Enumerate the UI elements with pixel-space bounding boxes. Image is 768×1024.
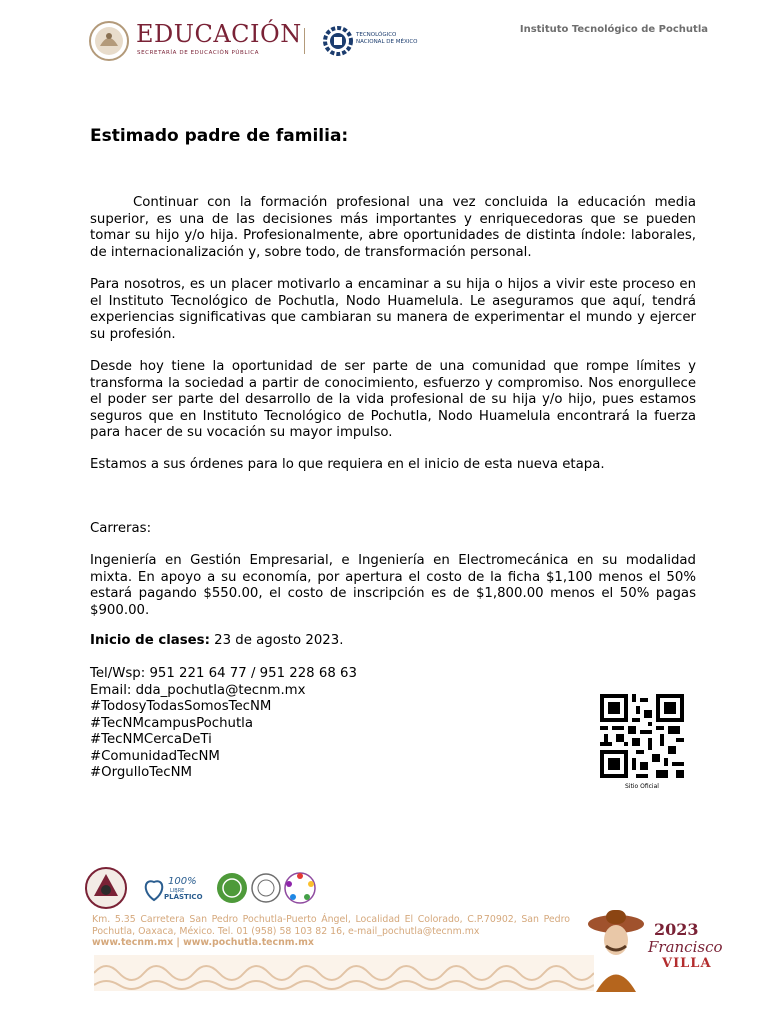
- footer-address: Km. 5.35 Carretera San Pedro Pochutla-Puerto Ángel, Localidad El Colorado, C.P.70902, San Pedro Pochutla, Oaxaca, México. Tel. 01 (958) 58 103 82 16, e-mail_pochutla@tecnm.mx: [92, 914, 570, 937]
- svg-text:100%: 100%: [168, 876, 197, 887]
- class-start-label: Inicio de clases:: [90, 633, 210, 648]
- contact-email: Email: dda_pochutla@tecnm.mx: [90, 683, 306, 698]
- qr-caption: Sitio Oficial: [625, 783, 659, 790]
- tecnm-gear-icon: [322, 20, 354, 62]
- footer-links[interactable]: www.tecnm.mx | www.pochutla.tecnm.mx: [92, 937, 314, 948]
- hashtag-4: #ComunidadTecNM: [90, 749, 220, 764]
- education-logo-title: EDUCACIÓN: [136, 20, 302, 48]
- header-divider: [304, 28, 305, 54]
- institute-crest-icon: [86, 868, 126, 908]
- paragraph-3: Desde hoy tiene la oportunidad de ser parte de una comunidad que rompe límites y transforma la sociedad a partir de conocimiento, esfuerzo y compromiso. Nos enorgullece el poder ser parte del desarrollo de la vida profesional de su hija y/o hijo, pues estamos seguros que en Instituto Tecnológico de Pochutla, Nodo Huamelula encontrará la fuerza para hacer de su vocación su mayor impulso.: [90, 359, 696, 440]
- paragraph-1: Continuar con la formación profesional una vez concluida la educación media superior, es una de las decisiones más importantes y enriquecedoras que se pueden tomar su hijo y/o hija. Profesionalmente, abre oportunidades de distinta índole: laborales, de internacionalización y, sobre todo, de transformación personal.: [90, 195, 696, 260]
- paragraph-4: Estamos a sus órdenes para lo que requiera en el inicio de esta nueva etapa.: [90, 457, 605, 472]
- class-start-value: 23 de agosto 2023.: [209, 633, 344, 648]
- greeting: Estimado padre de familia:: [90, 126, 349, 146]
- hashtag-2: #TecNMcampusPochutla: [90, 716, 254, 731]
- decorative-pattern-band: [94, 955, 594, 991]
- villa-name-last: VILLA: [662, 956, 712, 971]
- certification-logos: [84, 866, 324, 910]
- villa-name-first: Francisco: [648, 938, 723, 956]
- institute-name: Instituto Tecnológico de Pochutla: [519, 24, 708, 35]
- svg-text:LIBRE: LIBRE: [170, 888, 185, 894]
- green-seal-icon: [217, 873, 247, 903]
- education-logo-subtitle: SECRETARÍA DE EDUCACIÓN PÚBLICA: [137, 50, 260, 56]
- contact-phone: Tel/Wsp: 951 221 64 77 / 951 228 68 63: [90, 666, 357, 681]
- hashtag-5: #OrgulloTecNM: [90, 765, 193, 780]
- paragraph-2: Para nosotros, es un placer motivarlo a encaminar a su hija o hijos a vivir este proceso en el Instituto Tecnológico de Pochutla, Nodo Huamelula. Le aseguramos que aquí, tendrá experiencias significativas que cambiaran su manera de experimentar el mundo y ejercer su profesión.: [90, 277, 696, 342]
- svg-text:PLÁSTICO: PLÁSTICO: [164, 893, 203, 901]
- plastic-free-badge: [146, 876, 203, 901]
- iso-seal-icon: [252, 874, 280, 902]
- hashtag-3: #TecNMCercaDeTi: [90, 732, 212, 747]
- gender-equality-icon: [285, 873, 315, 903]
- villa-year: 2023: [654, 920, 699, 939]
- tecnm-logo-text: TECNOLÓGICO NACIONAL DE MÉXICO: [356, 32, 418, 45]
- qr-code[interactable]: [600, 694, 684, 778]
- mexico-seal-icon: [88, 20, 130, 62]
- careers-text: Ingeniería en Gestión Empresarial, e Ingeniería en Electromecánica en su modalidad mixta. En apoyo a su economía, por apertura el costo de la ficha $1,100 menos el 50% estará pagando $550.00, el costo de inscripción es de $1,800.00 menos el 50% pagas $900.00.: [90, 553, 696, 618]
- hashtag-1: #TodosyTodasSomosTecNM: [90, 699, 272, 714]
- francisco-villa-portrait-icon: [586, 902, 646, 992]
- careers-label: Carreras:: [90, 521, 152, 536]
- class-start: [90, 633, 343, 650]
